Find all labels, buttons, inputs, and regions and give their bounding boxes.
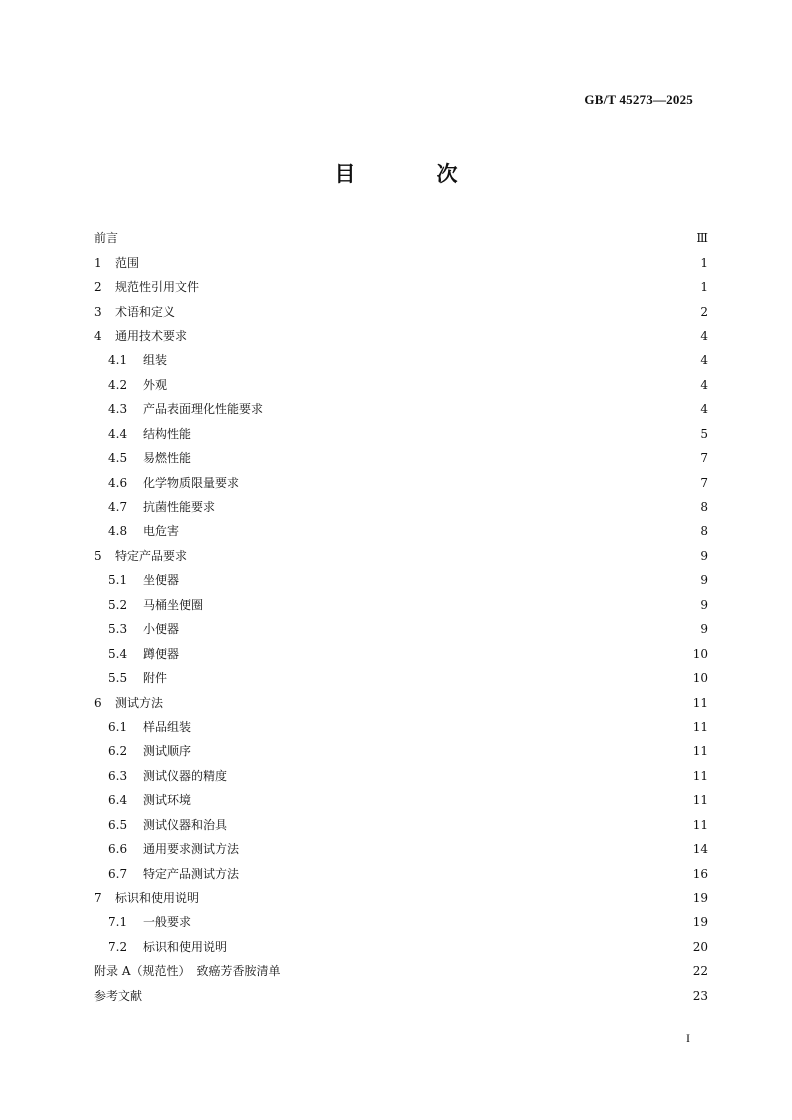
toc-entry[interactable]	[94, 446, 708, 470]
toc-entry-page: 8	[700, 524, 708, 539]
toc-entry-page: 5	[700, 426, 708, 441]
dot-leader	[197, 452, 697, 464]
toc-entry[interactable]	[94, 226, 708, 250]
dot-leader	[181, 306, 697, 318]
dot-leader	[197, 916, 690, 928]
toc-entry-number: 4.7	[108, 500, 128, 515]
dot-leader	[286, 965, 689, 977]
dot-leader	[245, 477, 697, 489]
toc-entry-label: 一般要求	[143, 915, 192, 930]
dot-leader	[233, 819, 690, 831]
toc-entry-number: 6.5	[108, 817, 128, 832]
toc-entry-label: 坐便器	[143, 573, 180, 588]
toc-entry-number: 6	[94, 695, 102, 710]
toc-entry-page: 11	[692, 719, 708, 734]
toc-entry-label: 样品组装	[143, 719, 192, 734]
toc-entry-page: 11	[692, 695, 708, 710]
dot-leader	[185, 648, 690, 660]
page-number: I	[686, 1031, 690, 1045]
toc-entry[interactable]	[94, 568, 708, 592]
toc-entry[interactable]	[94, 373, 708, 397]
toc-entry-page: 11	[692, 817, 708, 832]
toc-entry-number: 4.3	[108, 402, 128, 417]
table-of-contents	[94, 226, 708, 1008]
toc-entry[interactable]	[94, 886, 708, 910]
toc-entry-number: 2	[94, 280, 102, 295]
toc-entry-label: 范围	[115, 255, 140, 270]
dot-leader	[209, 599, 697, 611]
dot-leader	[245, 868, 690, 880]
dot-leader	[173, 379, 697, 391]
toc-entry-label: 附录 A（规范性） 致癌芳香胺清单	[94, 964, 281, 979]
toc-entry-page: 9	[700, 597, 708, 612]
toc-entry-page: 20	[692, 939, 708, 954]
toc-entry[interactable]	[94, 690, 708, 714]
toc-entry-number: 5	[94, 548, 102, 563]
toc-entry-number: 4.5	[108, 451, 128, 466]
toc-entry-label: 结构性能	[143, 426, 192, 441]
toc-entry-label: 测试仪器的精度	[143, 768, 228, 783]
toc-entry[interactable]	[94, 910, 708, 934]
dot-leader	[197, 794, 690, 806]
toc-entry[interactable]	[94, 324, 708, 348]
toc-entry-page: Ⅲ	[696, 231, 708, 246]
toc-entry[interactable]	[94, 348, 708, 372]
dot-leader	[185, 574, 697, 586]
toc-entry-label: 通用技术要求	[115, 328, 188, 343]
toc-entry-number: 4.8	[108, 524, 128, 539]
toc-entry-page: 9	[700, 573, 708, 588]
dot-leader	[197, 721, 690, 733]
dot-leader	[185, 525, 697, 537]
toc-entry-label: 产品表面理化性能要求	[143, 402, 264, 417]
dot-leader	[269, 403, 697, 415]
toc-entry-page: 4	[700, 353, 708, 368]
toc-entry[interactable]	[94, 422, 708, 446]
toc-entry-label: 测试仪器和治具	[143, 817, 228, 832]
toc-entry-label: 通用要求测试方法	[143, 842, 240, 857]
toc-entry-page: 9	[700, 622, 708, 637]
toc-entry-label: 术语和定义	[115, 304, 176, 319]
toc-entry-page: 22	[692, 964, 708, 979]
toc-entry-label: 标识和使用说明	[143, 939, 228, 954]
toc-entry-label: 测试顺序	[143, 744, 192, 759]
toc-entry[interactable]	[94, 593, 708, 617]
dot-leader	[185, 623, 697, 635]
dot-leader	[245, 843, 690, 855]
toc-entry-number: 4.4	[108, 426, 128, 441]
toc-entry-page: 11	[692, 793, 708, 808]
dot-leader	[197, 745, 690, 757]
toc-entry[interactable]	[94, 788, 708, 812]
toc-entry[interactable]	[94, 935, 708, 959]
dot-leader	[169, 697, 690, 709]
toc-entry-label: 参考文献	[94, 988, 143, 1003]
toc-entry[interactable]	[94, 837, 708, 861]
toc-entry-page: 11	[692, 744, 708, 759]
toc-entry-number: 6.4	[108, 793, 128, 808]
toc-entry-page: 9	[700, 548, 708, 563]
toc-entry[interactable]	[94, 715, 708, 739]
toc-entry-page: 7	[700, 451, 708, 466]
toc-entry[interactable]	[94, 959, 708, 983]
dot-leader	[233, 770, 690, 782]
toc-entry-page: 2	[700, 304, 708, 319]
toc-entry-label: 特定产品测试方法	[143, 866, 240, 881]
toc-entry-number: 6.7	[108, 866, 128, 881]
toc-entry-number: 5.3	[108, 622, 128, 637]
toc-entry-page: 1	[700, 280, 708, 295]
toc-entry-number: 5.5	[108, 671, 128, 686]
toc-entry[interactable]	[94, 666, 708, 690]
toc-entry[interactable]	[94, 397, 708, 421]
toc-entry-page: 23	[692, 988, 708, 1003]
dot-leader	[148, 990, 690, 1002]
toc-entry[interactable]	[94, 984, 708, 1008]
toc-entry-number: 6.6	[108, 842, 128, 857]
toc-entry[interactable]	[94, 299, 708, 323]
toc-entry-page: 11	[692, 768, 708, 783]
toc-entry-label: 规范性引用文件	[115, 280, 200, 295]
dot-leader	[205, 281, 697, 293]
toc-entry-page: 14	[692, 842, 708, 857]
toc-entry[interactable]	[94, 275, 708, 299]
toc-entry-number: 4.1	[108, 353, 128, 368]
dot-leader	[124, 232, 693, 244]
toc-entry-label: 电危害	[143, 524, 180, 539]
toc-entry[interactable]	[94, 641, 708, 665]
toc-entry-number: 5.1	[108, 573, 128, 588]
toc-entry-page: 8	[700, 500, 708, 515]
toc-entry[interactable]	[94, 250, 708, 274]
toc-entry-page: 7	[700, 475, 708, 490]
toc-entry-page: 10	[692, 646, 708, 661]
toc-entry-label: 测试环境	[143, 793, 192, 808]
toc-title: 目 次	[334, 162, 488, 186]
toc-entry-label: 附件	[143, 671, 168, 686]
toc-entry-page: 16	[692, 866, 708, 881]
toc-entry-label: 组装	[143, 353, 168, 368]
toc-entry[interactable]	[94, 544, 708, 568]
dot-leader	[197, 428, 697, 440]
standard-code: GB/T 45273—2025	[584, 92, 693, 107]
toc-entry[interactable]	[94, 861, 708, 885]
toc-entry-label: 特定产品要求	[115, 548, 188, 563]
toc-entry-number: 3	[94, 304, 102, 319]
toc-entry-page: 4	[700, 402, 708, 417]
toc-entry-label: 前言	[94, 231, 119, 246]
toc-entry-page: 10	[692, 671, 708, 686]
toc-entry[interactable]	[94, 617, 708, 641]
toc-entry-number: 5.4	[108, 646, 128, 661]
toc-entry-label: 易燃性能	[143, 451, 192, 466]
toc-entry-label: 蹲便器	[143, 646, 180, 661]
dot-leader	[205, 892, 690, 904]
toc-entry[interactable]	[94, 813, 708, 837]
toc-entry-page: 4	[700, 377, 708, 392]
dot-leader	[173, 354, 697, 366]
toc-entry-number: 6.2	[108, 744, 128, 759]
dot-leader	[233, 941, 690, 953]
dot-leader	[193, 330, 697, 342]
toc-entry-label: 化学物质限量要求	[143, 475, 240, 490]
dot-leader	[193, 550, 697, 562]
toc-entry-label: 小便器	[143, 622, 180, 637]
dot-leader	[221, 501, 697, 513]
toc-entry[interactable]	[94, 764, 708, 788]
toc-entry-number: 4	[94, 328, 102, 343]
toc-entry-label: 外观	[143, 377, 168, 392]
toc-entry-number: 4.2	[108, 377, 128, 392]
toc-entry-number: 6.3	[108, 768, 128, 783]
toc-entry-page: 1	[700, 255, 708, 270]
dot-leader	[173, 672, 690, 684]
toc-entry-number: 7.2	[108, 939, 128, 954]
dot-leader	[145, 257, 697, 269]
toc-entry-label: 马桶坐便圈	[143, 597, 204, 612]
toc-entry-number: 1	[94, 255, 102, 270]
toc-entry-number: 7	[94, 891, 102, 906]
toc-entry-label: 测试方法	[115, 695, 164, 710]
toc-entry-label: 标识和使用说明	[115, 891, 200, 906]
toc-entry[interactable]	[94, 495, 708, 519]
toc-entry-number: 6.1	[108, 719, 128, 734]
toc-entry-label: 抗菌性能要求	[143, 500, 216, 515]
toc-entry-page: 19	[692, 891, 708, 906]
toc-entry[interactable]	[94, 470, 708, 494]
toc-entry[interactable]	[94, 519, 708, 543]
toc-entry-page: 19	[692, 915, 708, 930]
toc-entry-number: 7.1	[108, 915, 128, 930]
toc-entry[interactable]	[94, 739, 708, 763]
toc-entry-page: 4	[700, 328, 708, 343]
toc-entry-number: 5.2	[108, 597, 128, 612]
toc-entry-number: 4.6	[108, 475, 128, 490]
